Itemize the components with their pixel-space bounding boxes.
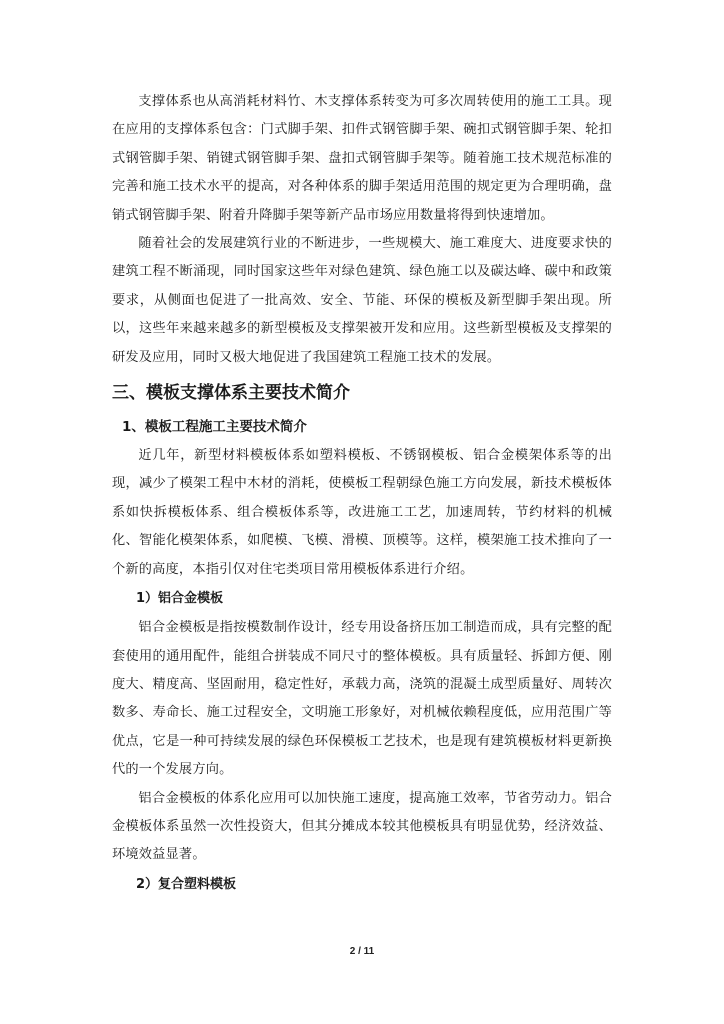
subsection-heading-1: 1、模板工程施工主要技术简介	[122, 419, 307, 436]
paragraph-new-formwork: 近几年，新型材料模板体系如塑料模板、不锈钢模板、铝合金模架体系等的出现，减少了模架工程中木材的消耗，使模板工程朝绿色施工方向发展，新技术模板体系如快拆模板体系、组合模板体系等，改进施工工艺，加速周转，节约材料的机械化、智能化模架体系，如爬模、飞模、滑模、顶模等。这样，模架施工技术推向了一个新的高度，本指引仅对住宅类项目常用模板体系进行介绍。	[112, 448, 612, 577]
document-page	[112, 88, 612, 900]
paragraph-aluminum-definition: 铝合金模板是指按模数制作设计，经专用设备挤压加工制造而成，具有完整的配套使用的通用配件，能组合拼装成不同尺寸的整体模板。具有质量轻、拆卸方便、刚度大、精度高、坚固耐用，稳定性好，承载力高，浇筑的混凝土成型质量好、周转次数多、寿命长、施工过程安全，文明施工形象好，对机械依赖程度低，应用范围广等优点，它是一种可持续发展的绿色环保模板工艺技术，也是现有建筑模板材料更新换代的一个发展方向。	[112, 620, 612, 778]
paragraph-aluminum-benefits: 铝合金模板的体系化应用可以加快施工速度，提高施工效率，节省劳动力。铝合金模板体系虽然一次性投资大，但其分摊成本较其他模板具有明显优势，经济效益、环境效益显著。	[112, 790, 612, 863]
item-heading-composite-plastic-formwork: 2）复合塑料模板	[136, 876, 237, 892]
paragraph-industry-development: 随着社会的发展建筑行业的不断进步，一些规模大、施工难度大、进度要求快的建筑工程不断涌现，同时国家这些年对绿色建筑、绿色施工以及碳达峰、碳中和政策要求，从侧面也促进了一批高效、安全、节能、环保的模板及新型脚手架出现。所以，这些年来越来越多的新型模板及支撑架被开发和应用。这些新型模板及支撑架的研发及应用，同时又极大地促进了我国建筑工程施工技术的发展。	[112, 236, 612, 365]
paragraph-support-system: 支撑体系也从高消耗材料竹、木支撑体系转变为可多次周转使用的施工工具。现在应用的支撑体系包含：门式脚手架、扣件式钢管脚手架、碗扣式钢管脚手架、轮扣式钢管脚手架、销键式钢管脚手架、盘扣式钢管脚手架等。随着施工技术规范标准的完善和施工技术水平的提高，对各种体系的脚手架适用范围的规定更为合理明确，盘销式钢管脚手架、附着升降脚手架等新产品市场应用数量将得到快速增加。	[112, 94, 612, 223]
section-heading-3: 三、模板支撑体系主要技术简介	[112, 383, 350, 404]
page-number: 2 / 11	[349, 946, 375, 957]
item-heading-aluminum-formwork: 1）铝合金模板	[136, 591, 224, 607]
